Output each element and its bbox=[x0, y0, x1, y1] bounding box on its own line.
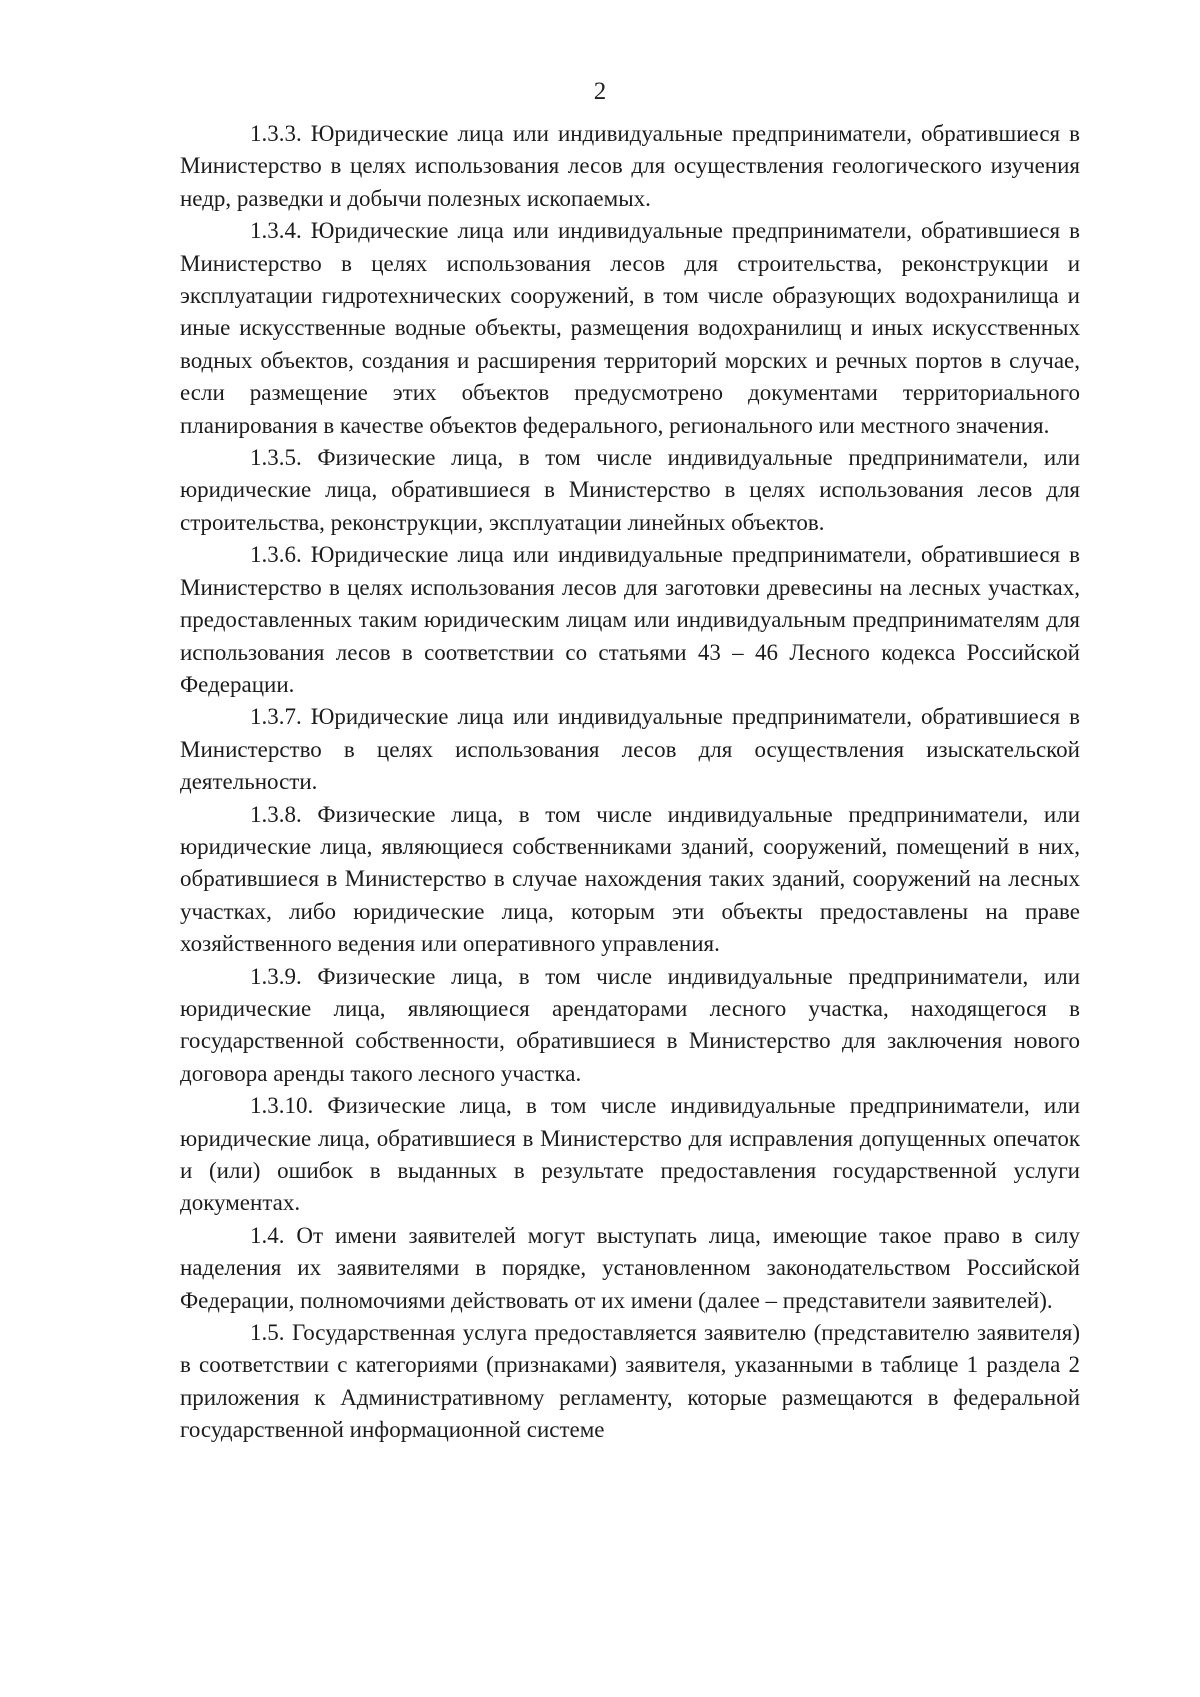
paragraph-1-3-3: 1.3.3. Юридические лица или индивидуальные предприниматели, обратившиеся в Министерство в целях использования лесов для осуществления геологического изучения недр, разведки и добычи полезных ископаемых. bbox=[180, 121, 1080, 211]
paragraph-1-3-6: 1.3.6. Юридические лица или индивидуальные предприниматели, обратившиеся в Министерство в целях использования лесов для заготовки древесины на лесных участках, предоставленных таким юридическим лицам или индивидуальным предпринимателям для использования лесов в соответствии со статьями 43 – 46 Лесного кодекса Российской Федерации. bbox=[180, 542, 1080, 697]
paragraph-1-3-8: 1.3.8. Физические лица, в том числе индивидуальные предприниматели, или юридические лица, являющиеся собственниками зданий, сооружений, помещений в них, обратившиеся в Министерство в случае нахождения таких зданий, сооружений на лесных участках, либо юридические лица, которым эти объекты предоставлены на праве хозяйственного ведения или оперативного управления. bbox=[180, 801, 1080, 957]
paragraph-1-4: 1.4. От имени заявителей могут выступать лица, имеющие такое право в силу наделения их заявителями в порядке, установленном законодательством Российской Федерации, полномочиями действовать от их имени (далее – представители заявителей). bbox=[180, 1222, 1080, 1313]
paragraph-1-3-5: 1.3.5. Физические лица, в том числе индивидуальные предприниматели, или юридические лица, обратившиеся в Министерство в целях использования лесов для строительства, реконструкции, эксплуатации линейных объектов. bbox=[180, 445, 1080, 535]
document-body bbox=[180, 118, 1080, 1447]
paragraph-1-3-7: 1.3.7. Юридические лица или индивидуальные предприниматели, обратившиеся в Министерство в целях использования лесов для осуществления изыскательской деятельности. bbox=[180, 704, 1080, 795]
paragraph-1-3-9: 1.3.9. Физические лица, в том числе индивидуальные предприниматели, или юридические лица, являющиеся арендаторами лесного участка, находящегося в государственной собственности, обратившиеся в Министерство для заключения нового договора аренды такого лесного участка. bbox=[180, 963, 1080, 1086]
paragraph-1-3-4: 1.3.4. Юридические лица или индивидуальные предприниматели, обратившиеся в Министерство в целях использования лесов для строительства, реконструкции и эксплуатации гидротехнических сооружений, в том числе образующих водохранилища и иные искусственные водные объекты, размещения водохранилищ и иных искусственных водных объектов, создания и расширения территорий морских и речных портов в случае, если размещение этих объектов предусмотрено документами территориального планирования в качестве объектов федерального, регионального или местного значения. bbox=[180, 218, 1080, 438]
paragraph-1-5: 1.5. Государственная услуга предоставляется заявителю (представителю заявителя) в соответствии с категориями (признаками) заявителя, указанными в таблице 1 раздела 2 приложения к Административному регламенту, которые размещаются в федеральной государственной информационной системе bbox=[180, 1320, 1080, 1443]
paragraph-1-3-10: 1.3.10. Физические лица, в том числе индивидуальные предприниматели, или юридические лица, обратившиеся в Министерство для исправления допущенных опечаток и (или) ошибок в выданных в результате предоставления государственной услуги документах. bbox=[180, 1093, 1080, 1216]
page-number: 2 bbox=[593, 78, 607, 105]
